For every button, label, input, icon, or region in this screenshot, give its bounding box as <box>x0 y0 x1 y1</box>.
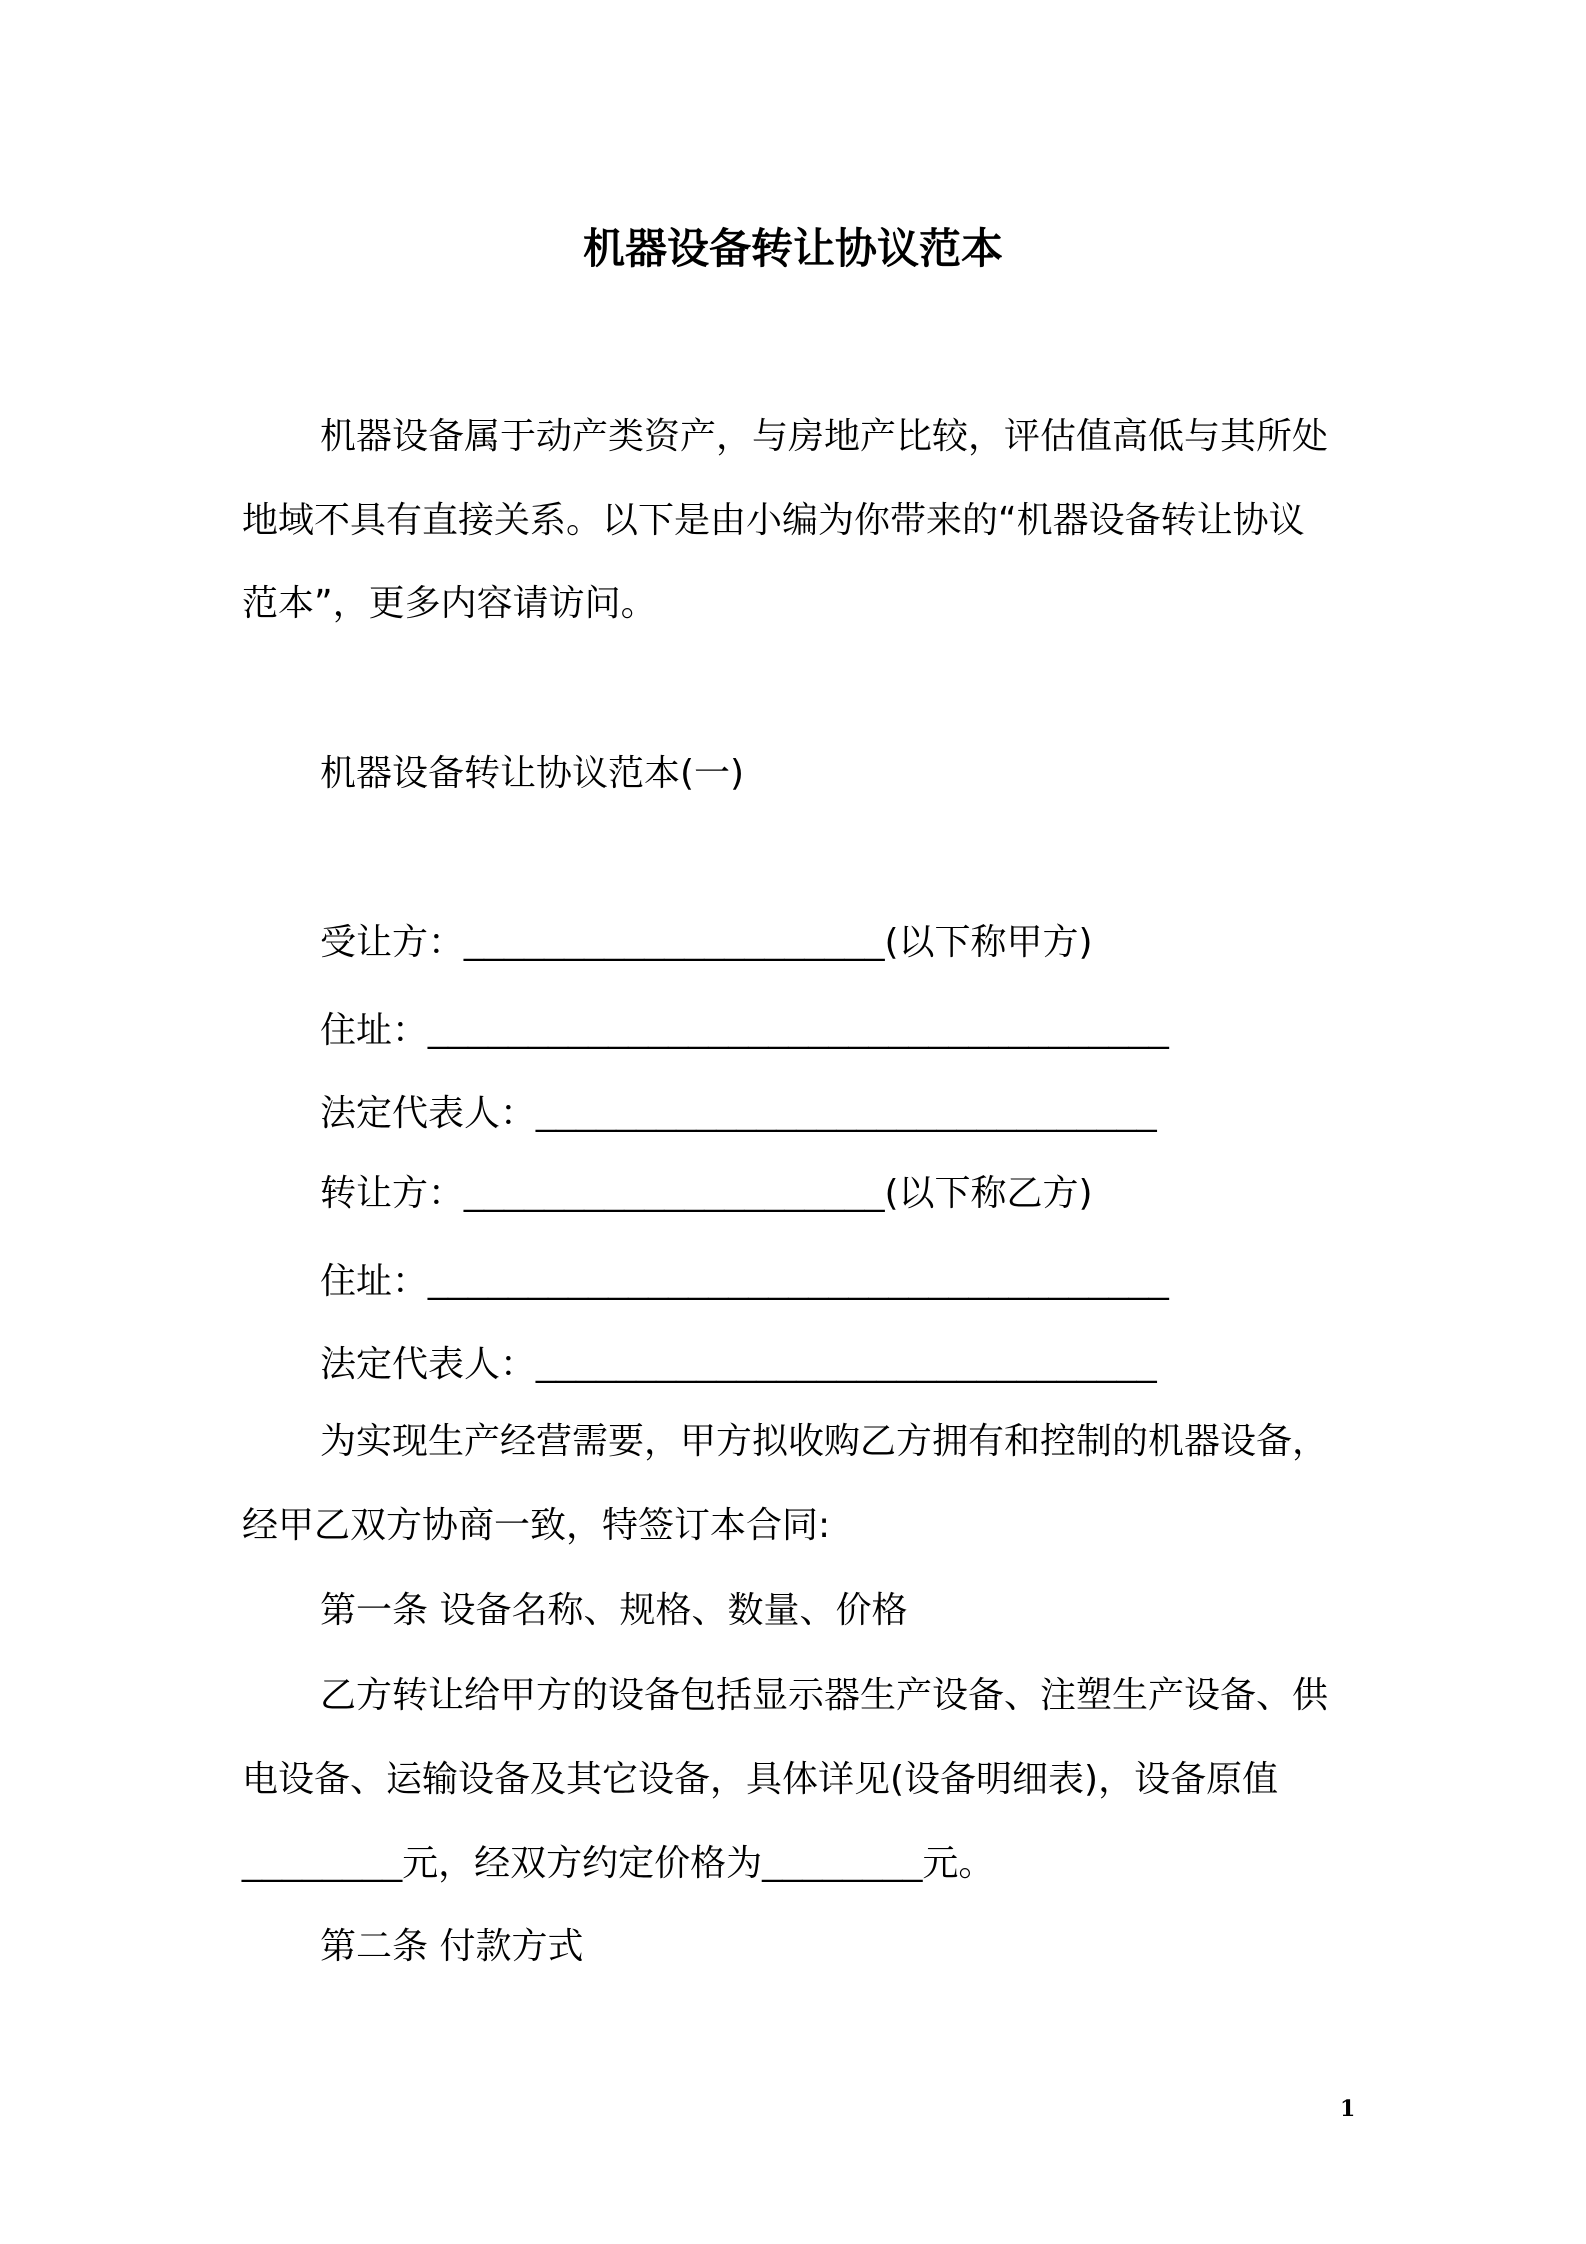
preamble-line: 为实现生产经营需要，甲方拟收购乙方拥有和控制的机器设备， <box>320 1421 1329 1462</box>
transferor-line <box>320 1171 1093 1216</box>
page-number: 1 <box>1340 2096 1356 2122</box>
field-suffix: (以下称甲方) <box>884 922 1093 963</box>
representative-line <box>320 1342 1157 1387</box>
representative-blank[interactable]: _______________________________ <box>536 1343 1157 1384</box>
agreed-price-blank[interactable]: ________ <box>762 1842 923 1883</box>
intro-line: 范本”，更多内容请访问。 <box>242 583 657 624</box>
address-line <box>320 1259 1169 1304</box>
field-label: 住址： <box>320 1010 429 1051</box>
price-text: 元，经双方约定价格为 <box>402 1843 763 1884</box>
original-value-blank[interactable]: ________ <box>242 1842 403 1883</box>
document-title: 机器设备转让协议范本 <box>582 224 1003 273</box>
transferor-blank[interactable]: _____________________ <box>464 1172 885 1213</box>
address-line <box>320 1008 1169 1053</box>
article-1-line: 乙方转让给甲方的设备包括显示器生产设备、注塑生产设备、供 <box>320 1675 1329 1716</box>
intro-line: 地域不具有直接关系。以下是由小编为你带来的“机器设备转让协议 <box>242 500 1305 541</box>
field-suffix: (以下称乙方) <box>884 1173 1093 1214</box>
section-heading: 机器设备转让协议范本(一) <box>320 753 745 794</box>
field-label: 转让方： <box>320 1173 465 1214</box>
transferee-blank[interactable]: _____________________ <box>464 921 885 962</box>
representative-line <box>320 1091 1157 1136</box>
field-label: 住址： <box>320 1261 429 1302</box>
article-1-line: 电设备、运输设备及其它设备，具体详见(设备明细表)，设备原值 <box>242 1759 1279 1800</box>
price-line <box>242 1841 994 1886</box>
intro-line: 机器设备属于动产类资产，与房地产比较，评估值高低与其所处 <box>320 416 1329 457</box>
field-label: 法定代表人： <box>320 1093 537 1134</box>
price-end: 元。 <box>922 1843 995 1884</box>
article-1-heading: 第一条 设备名称、规格、数量、价格 <box>320 1590 908 1631</box>
preamble-line: 经甲乙双方协商一致，特签订本合同: <box>242 1505 831 1546</box>
transferee-line <box>320 920 1093 965</box>
address-blank[interactable]: _____________________________________ <box>428 1009 1169 1050</box>
representative-blank[interactable]: _______________________________ <box>536 1092 1157 1133</box>
field-label: 法定代表人： <box>320 1344 537 1385</box>
address-blank[interactable]: _____________________________________ <box>428 1260 1169 1301</box>
field-label: 受让方： <box>320 922 465 963</box>
article-2-heading: 第二条 付款方式 <box>320 1926 584 1967</box>
